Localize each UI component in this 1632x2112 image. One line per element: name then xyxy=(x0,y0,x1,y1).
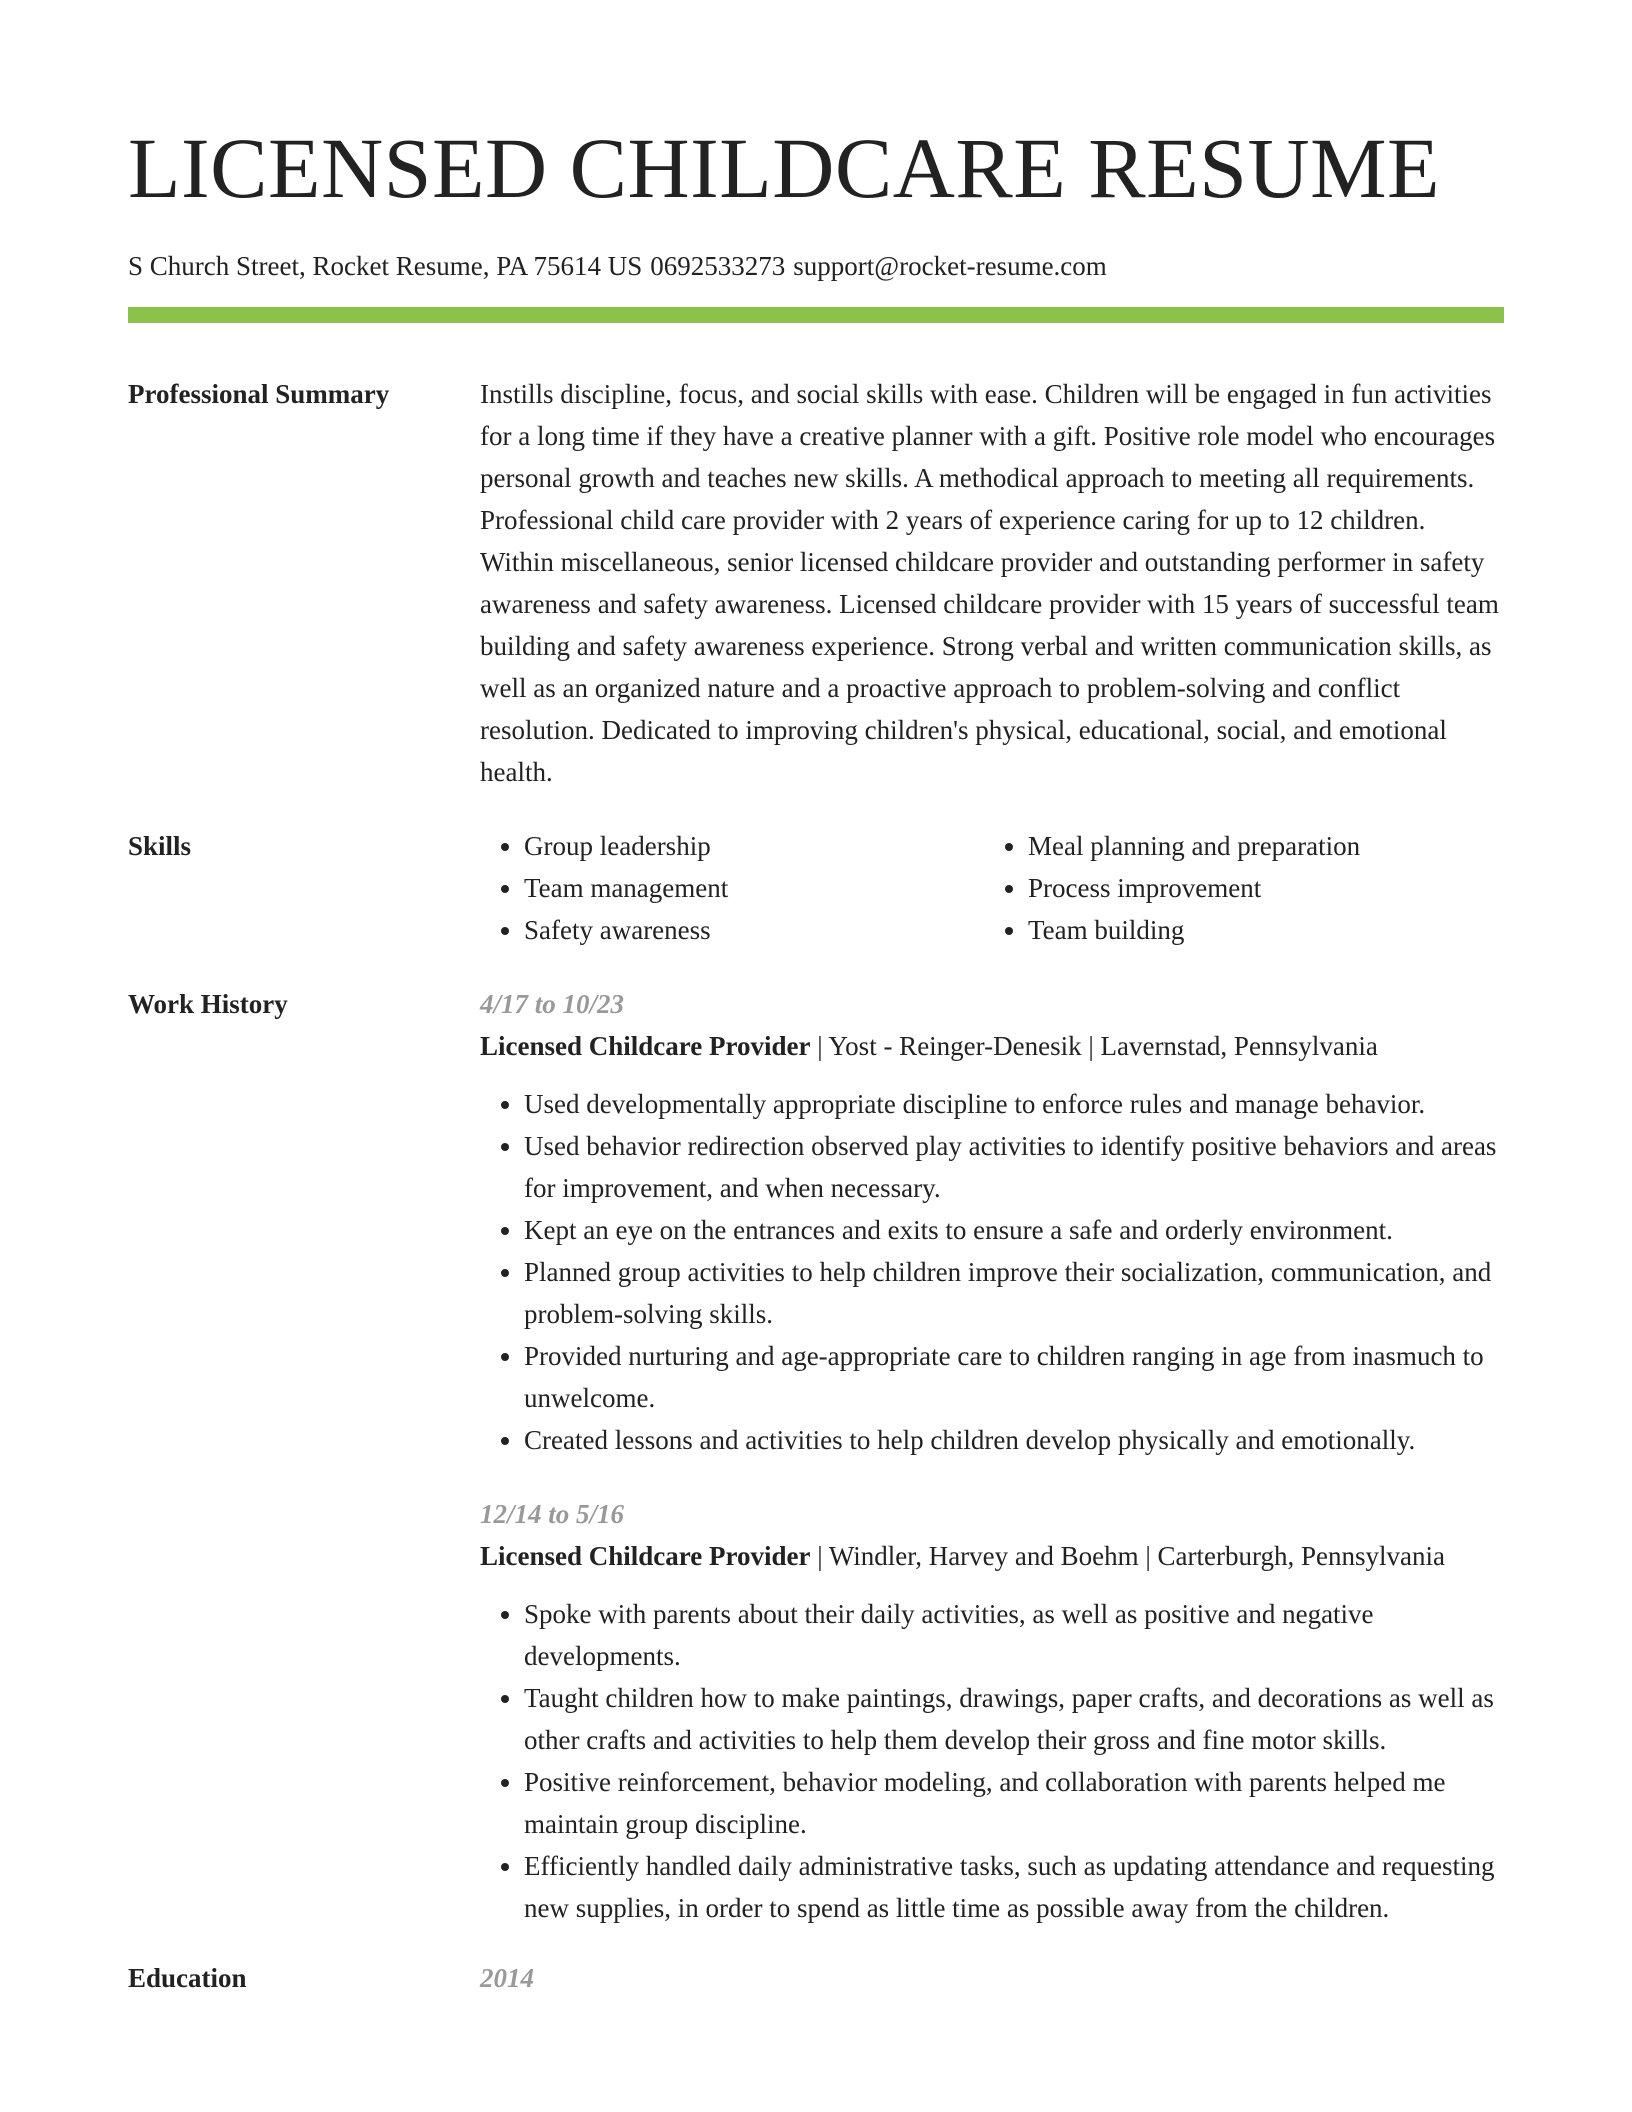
skills-list-left xyxy=(480,825,984,951)
job-entry xyxy=(480,983,1504,1461)
work-history-heading: Work History xyxy=(128,989,288,1019)
summary-section xyxy=(128,373,1504,793)
job-bullet: • Positive reinforcement, behavior modeling, and collaboration with parents helped me maintain group discipline. xyxy=(524,1761,1504,1845)
skill-item: • Process improvement xyxy=(1028,867,1504,909)
job-bullets xyxy=(480,1083,1504,1461)
skills-heading: Skills xyxy=(128,831,192,861)
skill-item: • Safety awareness xyxy=(524,909,984,951)
job-bullet: • Planned group activities to help children improve their socialization, communication, and problem-solving skills. xyxy=(524,1251,1504,1335)
job-bullet: • Taught children how to make paintings, drawings, paper crafts, and decorations as well as other crafts and activities to help them develop their gross and fine motor skills. xyxy=(524,1677,1504,1761)
job-dates: 12/14 to 5/16 xyxy=(480,1499,625,1529)
header-divider xyxy=(128,307,1504,323)
education-year: 2014 xyxy=(480,1963,534,1993)
job-heading xyxy=(480,1025,1504,1067)
job-bullet: • Kept an eye on the entrances and exits to ensure a safe and orderly environment. xyxy=(524,1209,1504,1251)
education-section xyxy=(128,1957,1504,1999)
summary-text: Instills discipline, focus, and social skills with ease. Children will be engaged in fun activities for a long time if they have a creative planner with a gift. Positive role model who encourages personal growth and teaches new skills. A methodical approach to meeting all requirements. Professional child care provider with 2 years of experience caring for up to 12 children. Within miscellaneous, senior licensed childcare provider and outstanding performer in safety awareness and safety awareness. Licensed childcare provider with 15 years of successful team building and safety awareness experience. Strong verbal and written communication skills, as well as an organized nature and a proactive approach to problem-solving and conflict resolution. Dedicated to improving children's physical, educational, social, and emotional health. xyxy=(480,379,1499,787)
job-bullets xyxy=(480,1593,1504,1929)
skill-item: • Team building xyxy=(1028,909,1504,951)
job-dates: 4/17 to 10/23 xyxy=(480,989,625,1019)
job-bullet: • Used behavior redirection observed play activities to identify positive behaviors and areas for improvement, and when necessary. xyxy=(524,1125,1504,1209)
job-bullet: • Provided nurturing and age-appropriate care to children ranging in age from inasmuch to unwelcome. xyxy=(524,1335,1504,1419)
job-title: Licensed Childcare Provider xyxy=(480,1541,811,1571)
job-title: Licensed Childcare Provider xyxy=(480,1031,811,1061)
job-bullet: • Created lessons and activities to help children develop physically and emotionally. xyxy=(524,1419,1504,1461)
resume-page xyxy=(128,0,1504,1999)
job-details: | Yost - Reinger-Denesik | Lavernstad, Pennsylvania xyxy=(810,1031,1378,1061)
work-history-section xyxy=(128,983,1504,1929)
job-bullet: • Efficiently handled daily administrative tasks, such as updating attendance and requesting new supplies, in order to spend as little time as possible away from the children. xyxy=(524,1845,1504,1929)
job-details: | Windler, Harvey and Boehm | Carterburgh, Pennsylvania xyxy=(810,1541,1445,1571)
skills-list-right xyxy=(984,825,1504,951)
skills-section xyxy=(128,825,1504,951)
skill-item: • Meal planning and preparation xyxy=(1028,825,1504,867)
summary-heading: Professional Summary xyxy=(128,379,390,409)
job-bullet: • Spoke with parents about their daily activities, as well as positive and negative developments. xyxy=(524,1593,1504,1677)
contact-address: S Church Street, Rocket Resume, PA 75614 US xyxy=(128,251,643,281)
contact-phone: 0692533273 xyxy=(650,251,786,281)
job-bullet: • Used developmentally appropriate discipline to enforce rules and manage behavior. xyxy=(524,1083,1504,1125)
skill-item: • Team management xyxy=(524,867,984,909)
resume-title: LICENSED CHILDCARE RESUME xyxy=(128,120,1441,216)
education-heading: Education xyxy=(128,1963,247,1993)
job-entry xyxy=(480,1493,1504,1929)
contact-line xyxy=(128,248,1504,284)
contact-email: support@rocket-resume.com xyxy=(793,251,1107,281)
skill-item: • Group leadership xyxy=(524,825,984,867)
job-heading xyxy=(480,1535,1504,1577)
skills-grid xyxy=(480,825,1504,951)
